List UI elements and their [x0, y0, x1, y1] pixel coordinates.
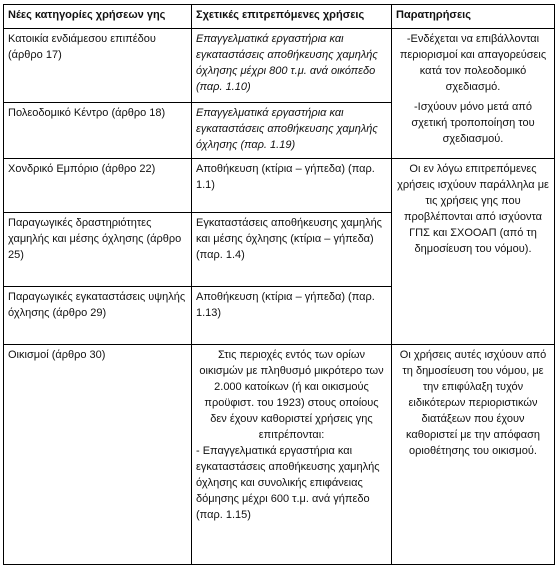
category-cell: Παραγωγικές εγκαταστάσεις υψηλής όχλησης (άρθρο 29)	[4, 287, 192, 345]
remark-text: -Ισχύουν μόνο μετά από σχετική τροποποίηση του σχεδιασμού.	[411, 101, 535, 145]
category-cell: Παραγωγικές δραστηριότητες χαμηλής και μέσης όχλησης (άρθρο 25)	[4, 213, 192, 287]
remarks-cell	[392, 29, 555, 159]
land-use-table	[3, 4, 555, 565]
header-remarks: Παρατηρήσεις	[392, 5, 555, 29]
table-row	[4, 159, 555, 213]
allowed-uses-cell: Αποθήκευση (κτίρια – γήπεδα) (παρ. 1.13)	[192, 287, 392, 345]
allowed-uses-cell	[192, 345, 392, 565]
category-cell: Πολεοδομικό Κέντρο (άρθρο 18)	[4, 103, 192, 159]
allowed-intro-text: Στις περιοχές εντός των ορίων οικισμών με πληθυσμό μικρότερο των 2.000 κατοίκων (ή και οικισμούς προϋφιστ. του 1923) στους οποίους δεν έχουν καθοριστεί χρήσεις γης επιτρέπονται:	[199, 349, 384, 441]
remarks-cell: Οι χρήσεις αυτές ισχύουν από τη δημοσίευση του νόμου, με την επιφύλαξη τυχόν ειδικότερων περιοριστικών διατάξεων που έχουν καθοριστεί με την απόφαση οριοθέτησης του οικισμού.	[392, 345, 555, 565]
header-new-categories: Νέες κατηγορίες χρήσεων γης	[4, 5, 192, 29]
category-cell: Κατοικία ενδιάμεσου επιπέδου (άρθρο 17)	[4, 29, 192, 103]
table-header-row	[4, 5, 555, 29]
table-row	[4, 345, 555, 565]
allowed-uses-cell: Εγκαταστάσεις αποθήκευσης χαμηλής και μέσης όχλησης (κτίρια – γήπεδα) (παρ. 1.4)	[192, 213, 392, 287]
allowed-uses-cell: Επαγγελματικά εργαστήρια και εγκαταστάσεις αποθήκευσης χαμηλής όχλησης (παρ. 1.19)	[192, 103, 392, 159]
allowed-uses-cell: Επαγγελματικά εργαστήρια και εγκαταστάσεις αποθήκευσης χαμηλής όχλησης μέχρι 800 τ.μ. ανά οικόπεδο (παρ. 1.10)	[192, 29, 392, 103]
table-row	[4, 29, 555, 103]
category-cell: Χονδρικό Εμπόριο (άρθρο 22)	[4, 159, 192, 213]
remarks-cell: Οι εν λόγω επιτρεπόμενες χρήσεις ισχύουν παράλληλα με τις χρήσεις γης που προβλέπονται από ισχύοντα ΓΠΣ και ΣΧΟΟΑΠ (από τη δημοσίευση του νόμου).	[392, 159, 555, 345]
remark-text: -Ενδέχεται να επιβάλλονται περιορισμοί και απαγορεύσεις κατά τον πολεοδομικό σχεδιασμό.	[399, 33, 547, 93]
header-allowed-uses: Σχετικές επιτρεπόμενες χρήσεις	[192, 5, 392, 29]
allowed-uses-cell: Αποθήκευση (κτίρια – γήπεδα) (παρ. 1.1)	[192, 159, 392, 213]
category-cell: Οικισμοί (άρθρο 30)	[4, 345, 192, 565]
allowed-item-text: - Επαγγελματικά εργαστήρια και εγκαταστάσεις αποθήκευσης χαμηλής όχλησης και συνολικής επιφάνειας δόμησης μέχρι 600 τ.μ. ανά γήπεδο (παρ. 1.15)	[196, 445, 380, 521]
